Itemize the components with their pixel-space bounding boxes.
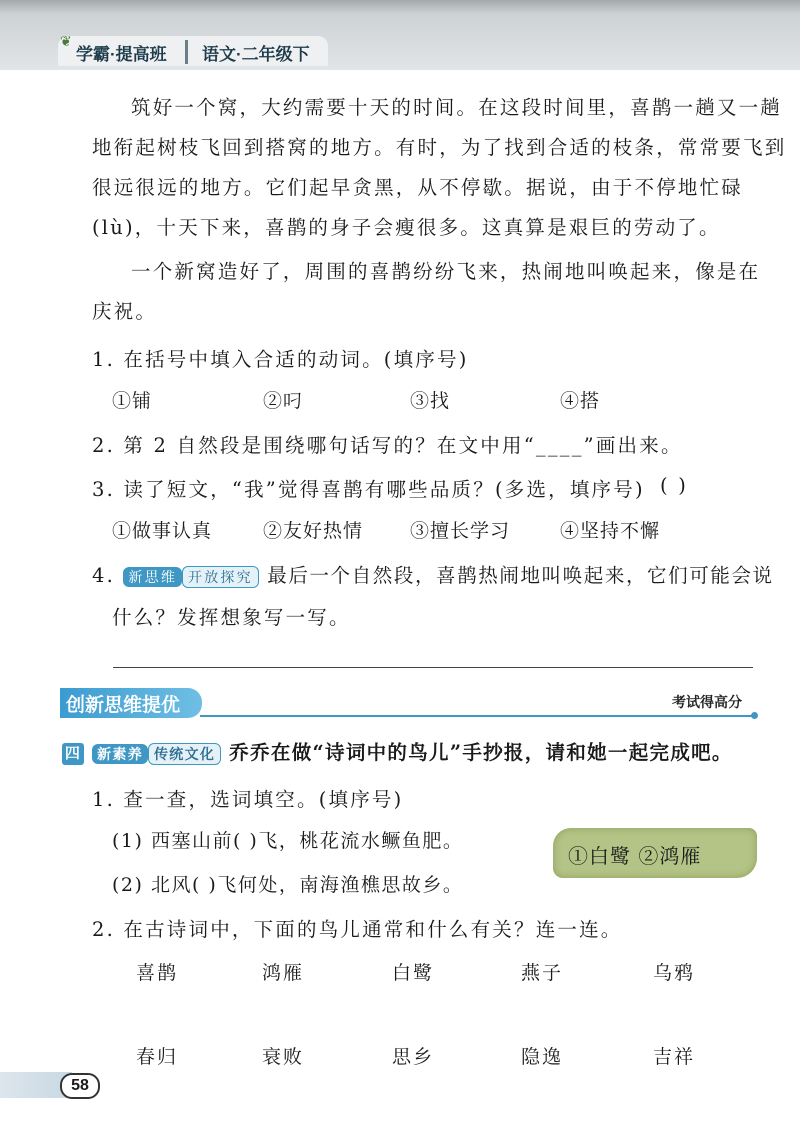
bird-3[interactable]: 白鹭 (392, 962, 435, 984)
open-explore-badge: 开放探究 (182, 566, 259, 588)
q1-option-1: ①铺 (112, 390, 153, 412)
question-2: 2. 第 2 自然段是围绕哪句话写的？在文中用“____”画出来。 (92, 434, 683, 457)
passage-line-6: 庆祝。 (92, 300, 158, 323)
page-number: 58 (60, 1073, 100, 1099)
meaning-1[interactable]: 春归 (136, 1046, 179, 1068)
bird-5[interactable]: 乌鸦 (653, 962, 696, 984)
bird-2[interactable]: 鸿雁 (262, 962, 305, 984)
tradition-badge: 传统文化 (148, 743, 221, 765)
question-3: 3. 读了短文，“我”觉得喜鹊有哪些品质？(多选，填序号) (92, 478, 645, 501)
q1-option-4: ④搭 (560, 390, 601, 412)
passage-line-2: 地衔起树枝飞回到搭窝的地方。有时，为了找到合适的枝条，常常要飞到 (92, 136, 787, 159)
q3-option-4: ④坚持不懈 (560, 520, 661, 542)
bird-1[interactable]: 喜鹊 (136, 962, 179, 984)
q3-option-3: ③擅长学习 (410, 520, 511, 542)
q4-text: 最后一个自然段，喜鹊热闹地叫唤起来，它们可能会说 (267, 564, 774, 587)
section-title: 创新思维提优 (66, 695, 181, 716)
question-4 (92, 560, 774, 588)
passage-line-3: 很远很远的地方。它们起早贪黑，从不停歇。据说，由于不停地忙碌 (92, 176, 744, 199)
section-right-label: 考试得高分 (672, 694, 742, 710)
q3-answer-paren[interactable]: ( ) (660, 474, 689, 497)
passage-line-4: (lù)，十天下来，喜鹊的身子会瘦很多。这真算是艰巨的劳动了。 (92, 216, 721, 239)
poem-line-1: (1) 西塞山前( )飞，桃花流水鳜鱼肥。 (112, 830, 464, 852)
subject-title: 语文·二年级下 (202, 45, 310, 64)
q3-option-1: ①做事认真 (112, 520, 213, 542)
header-leaf-icon: ❦ (60, 34, 72, 50)
passage-line-1: 筑好一个窝，大约需要十天的时间。在这段时间里，喜鹊一趟又一趟 (131, 96, 783, 119)
part-4-sub-1: 1. 查一查，选词填空。(填序号) (92, 788, 404, 811)
header-separator (185, 40, 188, 64)
bird-4[interactable]: 燕子 (521, 962, 564, 984)
q1-option-2: ②叼 (263, 390, 304, 412)
section-divider-dot (751, 712, 758, 719)
part-4-title: 乔乔在做“诗词中的鸟儿”手抄报，请和她一起完成吧。 (229, 741, 733, 764)
part-4-heading (62, 737, 733, 765)
series-title: 学霸·提高班 (76, 45, 167, 64)
part-4-number: 四 (62, 743, 84, 765)
section-divider (200, 715, 755, 717)
q4-number: 4. (92, 564, 116, 587)
new-literacy-badge: 新素养 (92, 744, 148, 764)
meaning-5[interactable]: 吉祥 (653, 1046, 696, 1068)
new-thinking-badge: 新思维 (123, 567, 182, 587)
answer-writing-line[interactable] (113, 667, 753, 668)
header-shade (0, 0, 800, 14)
word-choice-text: ①白鹭 ②鸿雁 (568, 844, 702, 868)
part-4-sub-2: 2. 在古诗词中，下面的鸟儿通常和什么有关？连一连。 (92, 918, 623, 941)
question-4-line-2: 什么？发挥想象写一写。 (112, 606, 351, 629)
meaning-2[interactable]: 衰败 (262, 1046, 305, 1068)
question-1: 1. 在括号中填入合适的动词。(填序号) (92, 348, 469, 371)
meaning-4[interactable]: 隐逸 (521, 1046, 564, 1068)
meaning-3[interactable]: 思乡 (392, 1046, 435, 1068)
q3-option-2: ②友好热情 (263, 520, 364, 542)
q1-option-3: ③找 (410, 390, 451, 412)
poem-line-2: (2) 北风( )飞何处，南海渔樵思故乡。 (112, 874, 464, 896)
passage-line-5: 一个新窝造好了，周围的喜鹊纷纷飞来，热闹地叫唤起来，像是在 (131, 260, 761, 283)
